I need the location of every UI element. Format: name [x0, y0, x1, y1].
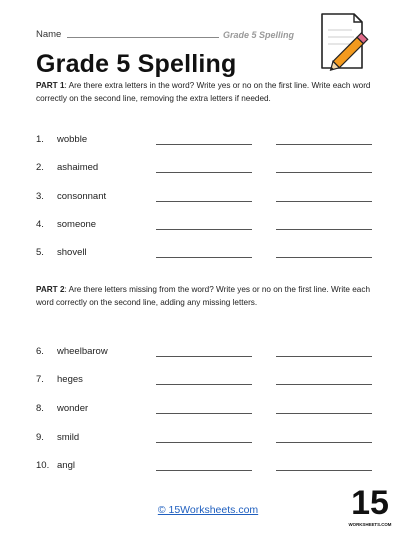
answer-line-correction[interactable] [276, 384, 372, 385]
item-word: smild [57, 432, 80, 443]
item-number: 3. [36, 191, 44, 202]
item-number: 1. [36, 134, 44, 145]
item-word: wheelbarow [57, 346, 108, 357]
answer-line-correction[interactable] [276, 201, 372, 202]
answer-line-correction[interactable] [276, 229, 372, 230]
logo-number: 15 [351, 484, 389, 522]
paper-pencil-icon [316, 10, 374, 72]
item-word: wonder [57, 403, 89, 414]
item-number: 5. [36, 247, 44, 258]
item-number: 8. [36, 403, 44, 414]
item-number: 2. [36, 162, 44, 173]
item-word: consonnant [57, 191, 107, 202]
name-label: Name [36, 29, 62, 40]
15-worksheets-logo-icon [348, 480, 392, 530]
list-item [36, 374, 386, 388]
list-item [36, 460, 386, 474]
list-item [36, 346, 386, 360]
answer-line-correction[interactable] [276, 442, 372, 443]
grade-tag: Grade 5 Spelling [222, 30, 294, 40]
page-title: Grade 5 Spelling [36, 50, 237, 78]
item-word: someone [57, 219, 97, 230]
answer-line-correction[interactable] [276, 257, 372, 258]
name-line[interactable] [67, 37, 219, 38]
answer-line-correction[interactable] [276, 144, 372, 145]
item-number: 10. [36, 460, 50, 471]
answer-line-correction[interactable] [276, 356, 372, 357]
item-word: ashaimed [57, 162, 99, 173]
item-number: 9. [36, 432, 44, 443]
list-item [36, 219, 386, 233]
name-row [36, 26, 294, 40]
logo-text: WORKSHEETS.COM [348, 522, 392, 527]
item-word: wobble [57, 134, 88, 145]
answer-line-correction[interactable] [276, 413, 372, 414]
answer-line-yes-no[interactable] [156, 356, 252, 357]
answer-line-yes-no[interactable] [156, 470, 252, 471]
list-item [36, 247, 386, 261]
copyright-link[interactable]: © 15Worksheets.com [157, 504, 259, 516]
item-word: angl [57, 460, 75, 471]
answer-line-correction[interactable] [276, 470, 372, 471]
item-number: 4. [36, 219, 44, 230]
part2-instructions [36, 284, 386, 309]
item-word: shovell [57, 247, 87, 258]
answer-line-yes-no[interactable] [156, 384, 252, 385]
part1-label: PART 1 [36, 81, 65, 90]
answer-line-correction[interactable] [276, 172, 372, 173]
part1-instructions [36, 80, 386, 105]
part1-text: : Are there extra letters in the word? Write yes or no on the first line. Write each word correctly on the second line, removing the extra letters if needed. [36, 81, 371, 103]
answer-line-yes-no[interactable] [156, 229, 252, 230]
list-item [36, 403, 386, 417]
item-number: 6. [36, 346, 44, 357]
answer-line-yes-no[interactable] [156, 201, 252, 202]
answer-line-yes-no[interactable] [156, 257, 252, 258]
answer-line-yes-no[interactable] [156, 172, 252, 173]
part2-text: : Are there letters missing from the word? Write yes or no on the first line. Write each word correctly on the second line, adding any missing letters. [36, 285, 371, 307]
item-word: heges [57, 374, 83, 385]
answer-line-yes-no[interactable] [156, 413, 252, 414]
list-item [36, 162, 386, 176]
list-item [36, 134, 386, 148]
item-number: 7. [36, 374, 44, 385]
list-item [36, 432, 386, 446]
part2-label: PART 2 [36, 285, 65, 294]
list-item [36, 191, 386, 205]
answer-line-yes-no[interactable] [156, 442, 252, 443]
answer-line-yes-no[interactable] [156, 144, 252, 145]
